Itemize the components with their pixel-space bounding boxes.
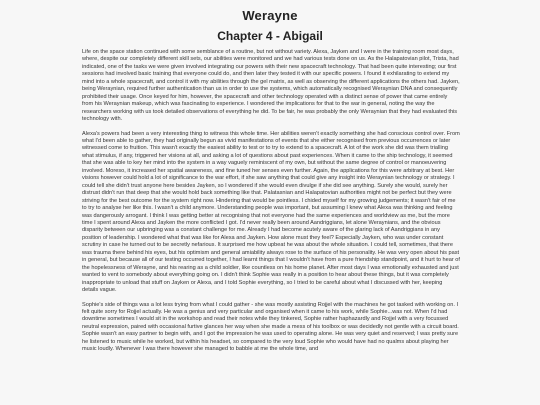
chapter-title: Chapter 4 - Abigail (217, 29, 323, 43)
paragraph: Life on the space station continued with some semblance of a routine, but not without variety. Alexa, Jayken and I were in the training room most days, where, despite our completely different skill sets, our abilities were monitored and we had various tests done on us. As the Halapatovian pilot, Trista, had indicated, one of the tasks we were given involved integrating our powers with their new spacecraft technology. That had been quite interesting; our first sessions had involved basic training that everyone could do, and then later they tested it with our specific powers. I found it exhilarating to extend my mind into a whole spacecraft, and control it with my abilities through the gel matrix, as well as observing the different applications the others had. Jayken, being Weraynian, required further authentication than us in order to use the systems, which automatically recognised Weraynian DNA and consequently prohibited their usage. Once keyed for him, however, the spacecraft and other technology operated with a distinct sense of power that came entirely from his Weraynian makeup, which was fascinating to experience. I wondered the implications for that to the war in general, noting the way the researchers working with us took detailed observations of everything he did. To be fair, he was probably the only Weraynian that they had evaluated this technology with. (82, 49, 460, 123)
paragraph: Sophie's side of things was a lot less trying from what I could gather - she was mostly assisting Rojjel with the machines he got tasked with working on. I felt quite sorry for Rojjel actually. He was a genius and very particular and organised when it came to his work, while Sophie...was not. When I'd had downtime sometimes I would sit in the workshop and read their notes while they tinkered, Sophie rather haphazardly and Rojjel with a very focussed neutral expression, paired with occasional furtive glances her way when she made a mess of his toolbox or was decidedly not gentle with a circuit board. Sophie wasn't an easy partner to begin with, and I got the impression he was used to operating alone. He was very quiet and reserved; I was pretty sure he listened to music while he worked, but within his headset, so compared to the very loud Sophie who would have had no qualms about playing her music loudly. Whenever I was there however she managed to babble at me the whole time, and (82, 301, 459, 353)
book-title: Werayne (242, 8, 298, 23)
paragraph: Alexa's powers had been a very interesting thing to witness this whole time. Her abilities weren't exactly something she had conscious control over. From what I'd been able to gather, they had originally begun as vivid manifestations of events that she either recognised from previous occurrences or later witnessed come to fruition. This wasn't exactly the easiest ability to test or to try to extend to a spacecraft. A lot of the work she did was them trialling what stimulus, if any, triggered her visions at all, and asking a lot of questions about past experiences. When it came to the ship technology, it seemed that she was able to key her mind into the system in a way vaguely reminiscent of my own, but without the same degree of control or manoeuvering involved. Moreso, it increased her spatial awareness, and fine tuned her senses even further. Again, the applications for this were arbitrary at best. Her visions however could hold a lot of significance to the war effort, if she saw anything that could give any insight into Weraynian technology or strategy. I could tell she didn't trust anyone here besides Jayken, so I wondered if she would even divulge if she did see anything. Surely she would, surely her distrust didn't run that deep that she would hold back something like that. Palatasnian and Halapatovian authorities might not be perfect but they were striving for the best outcome for the system right now. Hindering that would be pointless. I chided myself for my growing judgements; it wasn't fair of me to try to analyse her like this. I wasn't a child anymore. Understanding people was important, but assuming I knew what Alexa was thinking and feeling was dangerously arrogant. I think I was getting better at recognising that not everyone had the same experiences and worldview as me, but the more time I spent around Alexa and Jayken the more conflicted I got. I'd never really been around Aandriggians, let alone Weraynians, and the obvious disparity between our upbringing was a constant challenge for me. Already I had become acutely aware of the glaring lack of Aandriggians in any position of leadership. I wondered what that was like for Alexa and Jayken. How alone must they feel? Especially Jayken, who was under constant scrutiny in case he turned out to be secretly nefarious. It surprised me how upbeat he was about the whole situation. I could tell, sometimes, that there was trauma there behind his eyes, but his optimism and general amiability always rose to the surface of his personality. He was very open about his past in general, but because all of our testing occurred together, I had learnt things that I wouldn't have from a pure friendship standpoint, and it hurt to hear of the hopelessness of Werayne, and his rearing as a child soldier, like countless on his home planet. After most days I was emotionally exhausted and just wanted to vent to somebody about everything going on. I didn't think Sophie was really in a position to hear about these things, but it was completely inappropriate to unload that stuff on Jayken or Alexa, and I told Sophie everything, so I tried to be careful about what I discussed with her, keeping details vague. (82, 130, 460, 294)
chapter-body (82, 49, 460, 361)
